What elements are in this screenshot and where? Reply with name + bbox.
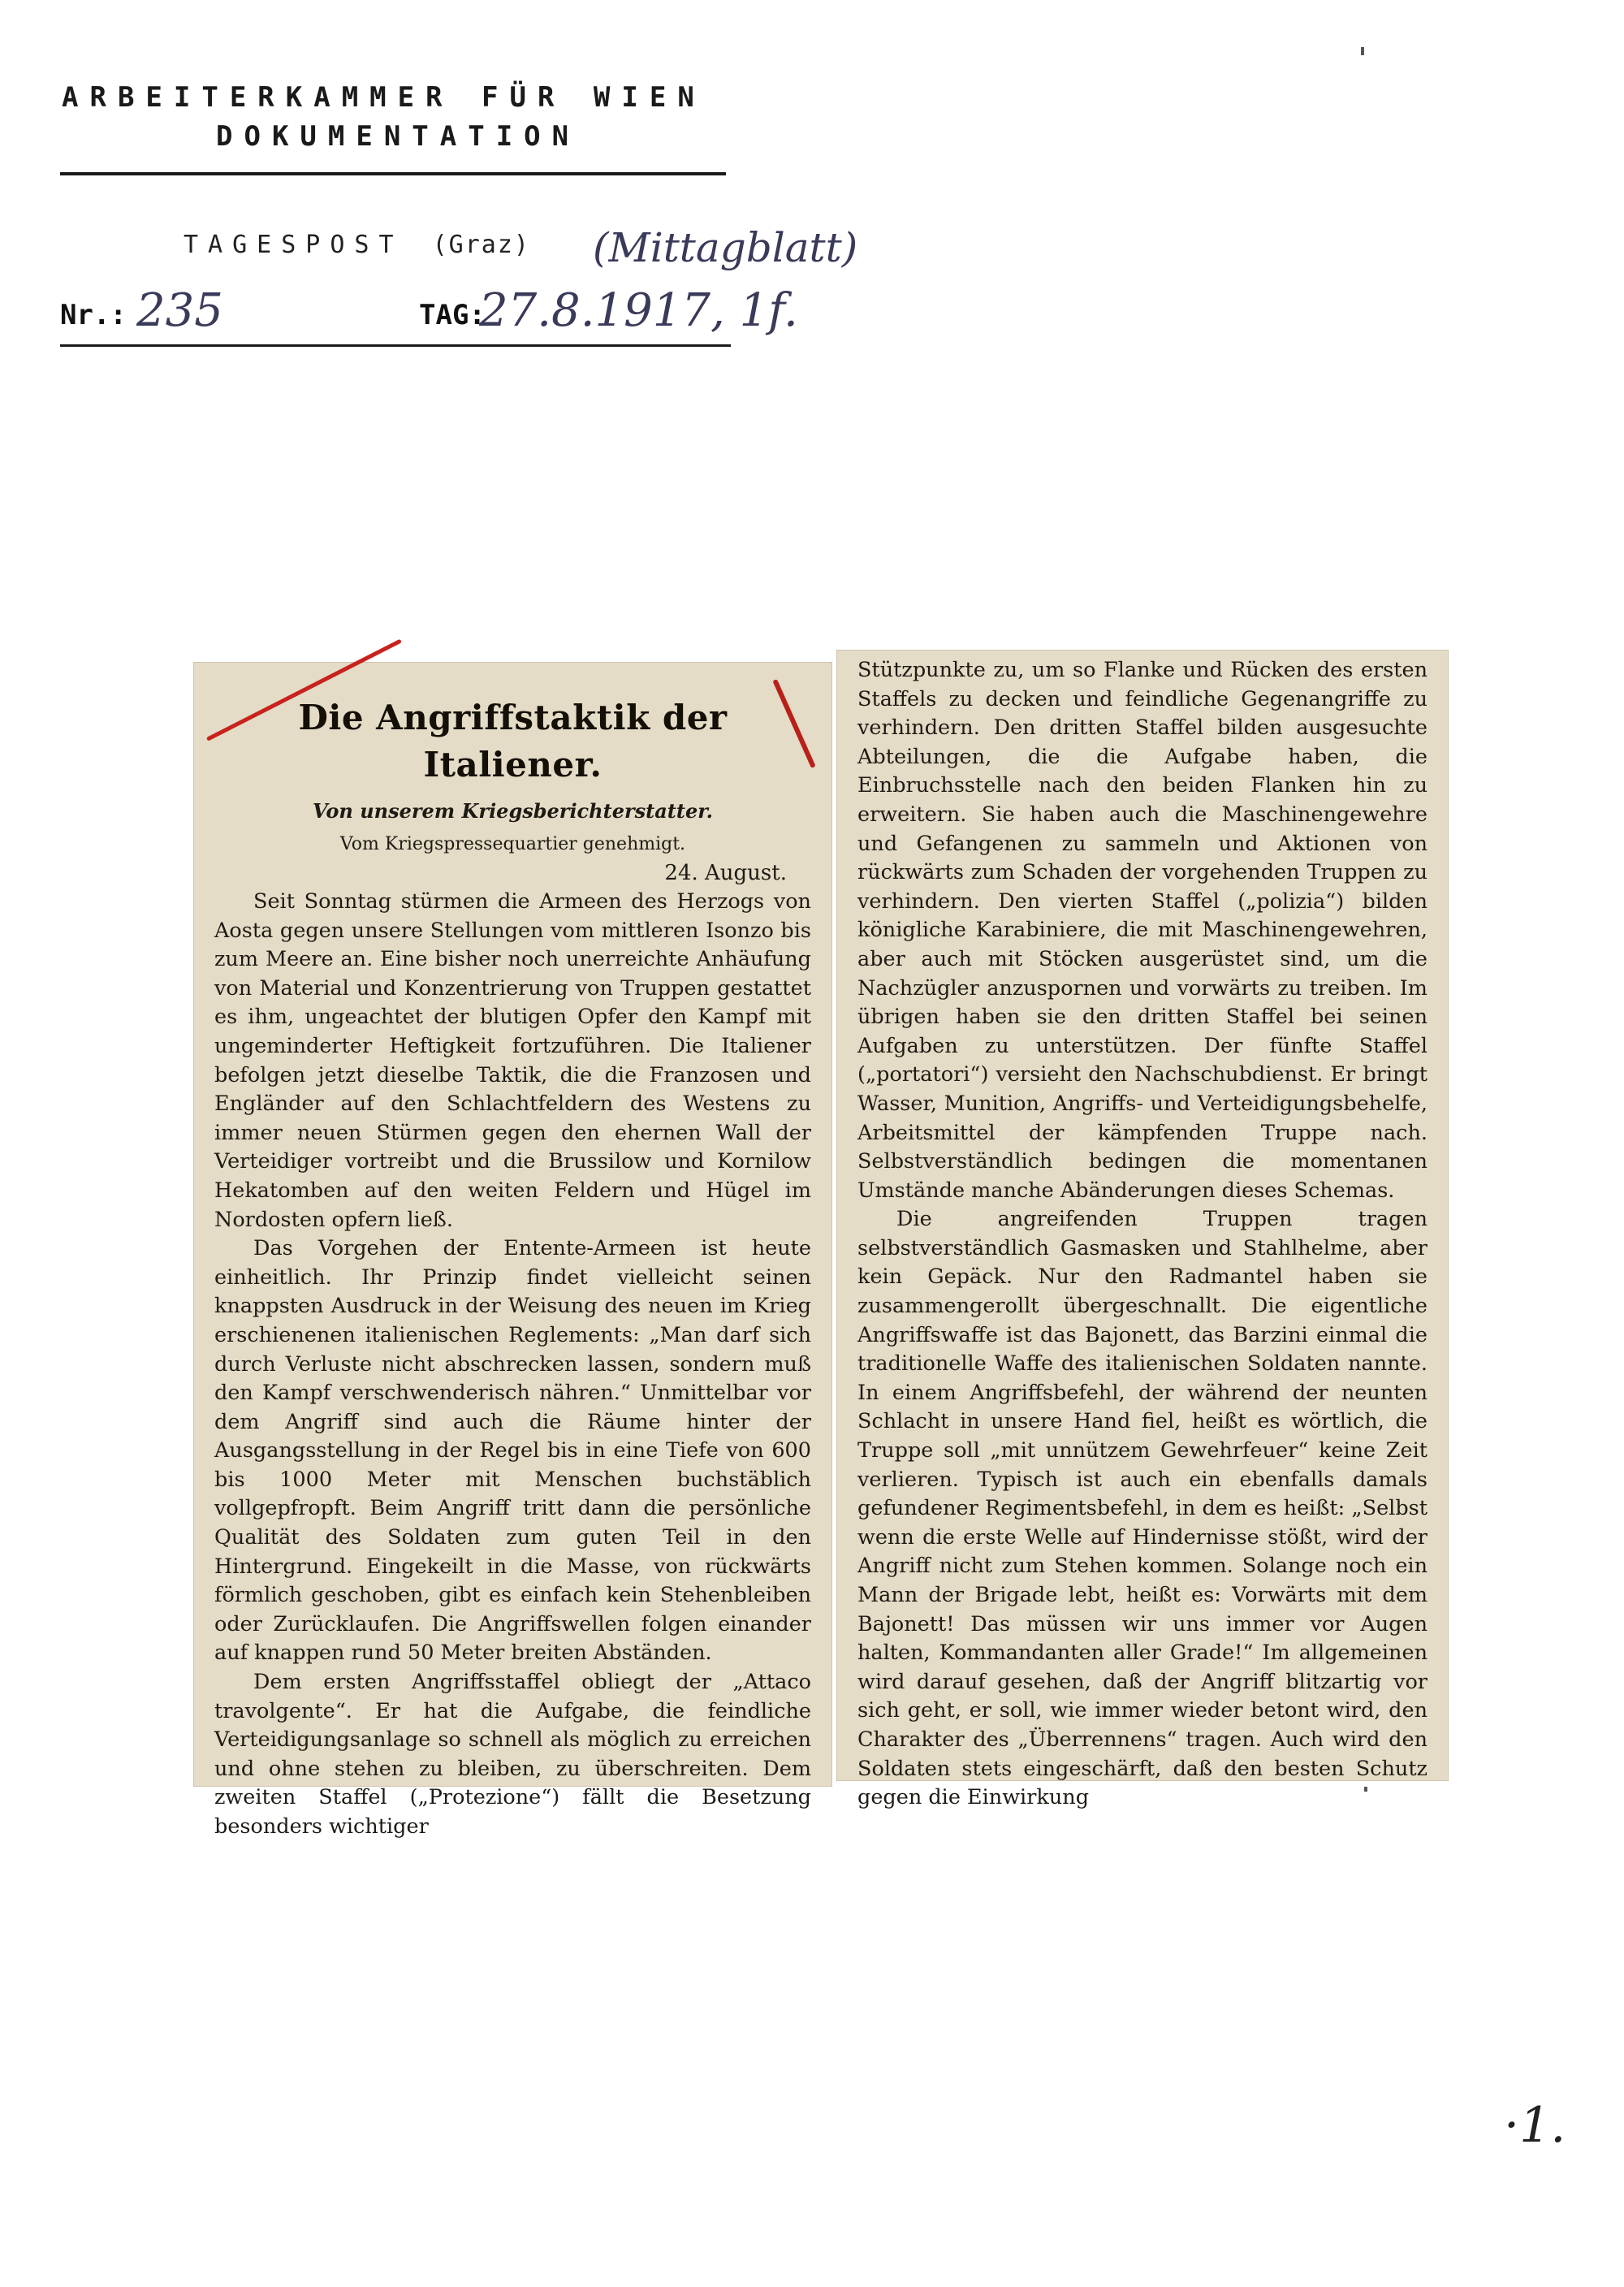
article-paragraph: Die angreifenden Truppen tragen selbstverständlich Gasmasken und Stahlhelme, aber kein Gepäck. Nur den Radmantel haben sie zusammengerollt übergeschnallt. Die eigentliche Angriffswaffe ist das Bajonett, das Barzini einmal die traditionelle Waffe des italienischen Soldaten nannte. In einem Angriffsbefehl, der während der neunten Schlacht in unsere Hand fiel, heißt es wörtlich, die Truppe soll „mit unnützem Gewehrfeuer“ keine Zeit verlieren. Typisch ist auch ein ebenfalls damals gefundener Regimentsbefehl, in dem es heißt: „Selbst wenn die erste Welle auf Hindernisse stößt, wird der Angriff nicht zum Stehen kommen. Solange noch ein Mann der Brigade lebt, heißt es: Vorwärts mit dem Bajonett! Das müssen wir uns immer vor Augen halten, Kommandanten aller Grade!“ Im allgemeinen wird darauf gesehen, daß der Angriff blitzartig vor sich geht, er soll, wie immer wieder betont wird, den Charakter des „Überrennens“ tragen. Auch wird den Soldaten stets eingeschärft, daß den besten Schutz gegen die Einwirkung (857, 1207, 1427, 1810)
source-line (184, 231, 530, 259)
scan-speck (1361, 47, 1364, 55)
date-value: 27.8.1917, 1f. (479, 284, 798, 337)
article-paragraph: Das Vorgehen der Entente-Armeen ist heute einheitlich. Ihr Prinzip findet vielleicht seinen knappsten Ausdruck in der Weisung des neuen im Krieg erschienenen italienischen Reglements: „Man darf sich durch Verluste nicht abschrecken lassen, sondern muß den Kampf verschwenderisch nähren.“ Unmittelbar vor dem Angriff sind auch die Räume hinter der Ausgangsstellung in der Regel bis in eine Tiefe von 600 bis 1000 Meter mit Menschen buchstäblich vollgepfropft. Beim Angriff tritt dann die persönliche Qualität des Soldaten zum guten Teil in den Hintergrund. Eingekeilt in die Masse, von rückwärts förmlich geschoben, gibt es einfach kein Stehenbleiben oder Zurücklaufen. Die Angriffswellen folgen einander auf knappen rund 50 Meter breiten Abständen. (214, 1236, 811, 1666)
page-number: ·1. (1504, 2097, 1566, 2154)
scan-speck (1364, 1787, 1367, 1792)
edition-handwritten: (Mittagblatt) (593, 224, 858, 271)
header-divider (60, 172, 726, 175)
clipping-right-column (836, 650, 1449, 1810)
institution-department: DOKUMENTATION (216, 120, 581, 153)
clipping-left-column (193, 662, 832, 1839)
censor-note: Vom Kriegspressequartier genehmigt. (339, 834, 686, 854)
source-name: TAGESPOST (184, 231, 404, 259)
source-city: (Graz) (432, 231, 530, 259)
institution-name: ARBEITERKAMMER FÜR WIEN (62, 81, 706, 114)
meta-divider (60, 344, 731, 347)
article-paragraph: Seit Sonntag stürmen die Armeen des Herzogs von Aosta gegen unsere Stellungen vom mittleren Isonzo bis zum Meere an. Eine bisher noch unerreichte Anhäufung von Material und Konzentrierung von Truppen gestattet es ihm, ungeachtet der blutigen Opfer den Kampf mit ungeminderter Heftigkeit fortzuführen. Die Italiener befolgen jetzt dieselbe Taktik, die die Franzosen und Engländer auf den Schlachtfeldern des Westens zu immer neuen Stürmen gegen den ehernen Wall der Verteidiger vortreibt und die Brussilow und Kornilow Hekatomben auf den weiten Feldern und Hügel im Nordosten opfern ließ. (214, 889, 811, 1232)
article-paragraph: Stützpunkte zu, um so Flanke und Rücken des ersten Staffels zu decken und feindliche Gegenangriffe zu verhindern. Den dritten Staffel bilden ausgesuchte Abteilungen, die die Aufgabe haben, die Einbruchsstelle nach den beiden Flanken hin zu erweitern. Sie haben auch die Maschinengewehre und Gefangenen zu sammeln und Aktionen von rückwärts zum Schaden der vorgehenden Truppen zu verhindern. Den vierten Staffel („polizia“) bilden königliche Karabiniere, die mit Maschinengewehren, aber auch mit Stöcken ausgerüstet sind, um die Nachzügler anzuspornen und vorwärts zu treiben. Im übrigen haben sie den dritten Staffel bei seinen Aufgaben zu unterstützen. Der fünfte Staffel („portatori“) versieht den Nachschubdienst. Er bringt Wasser, Munition, Angriffs- und Verteidigungsbehelfe, Arbeitsmittel der kämpfenden Truppe nach. Selbstverständlich bedingen die momentanen Umstände manche Abänderungen dieses Schemas. (857, 658, 1427, 1203)
nr-label: Nr.: (60, 299, 127, 331)
institution-stamp (62, 78, 706, 156)
article-paragraph: Dem ersten Angriffsstaffel obliegt der „Attaco travolgente“. Er hat die Aufgabe, die feindliche Verteidigungsanlage so schnell als möglich zu erreichen und ohne stehen zu bleiben, zu überschreiten. Dem zweiten Staffel („Protezione“) fällt die Besetzung besonders wichtiger (214, 1670, 811, 1839)
article-dateline: 24. August. (664, 861, 787, 885)
article-headline: Die Angriffstaktik der Italiener. (298, 698, 728, 785)
nr-value: 235 (136, 284, 223, 337)
article-byline: Von unserem Kriegsberichterstatter. (312, 799, 714, 823)
date-label: TAG: (419, 299, 486, 331)
